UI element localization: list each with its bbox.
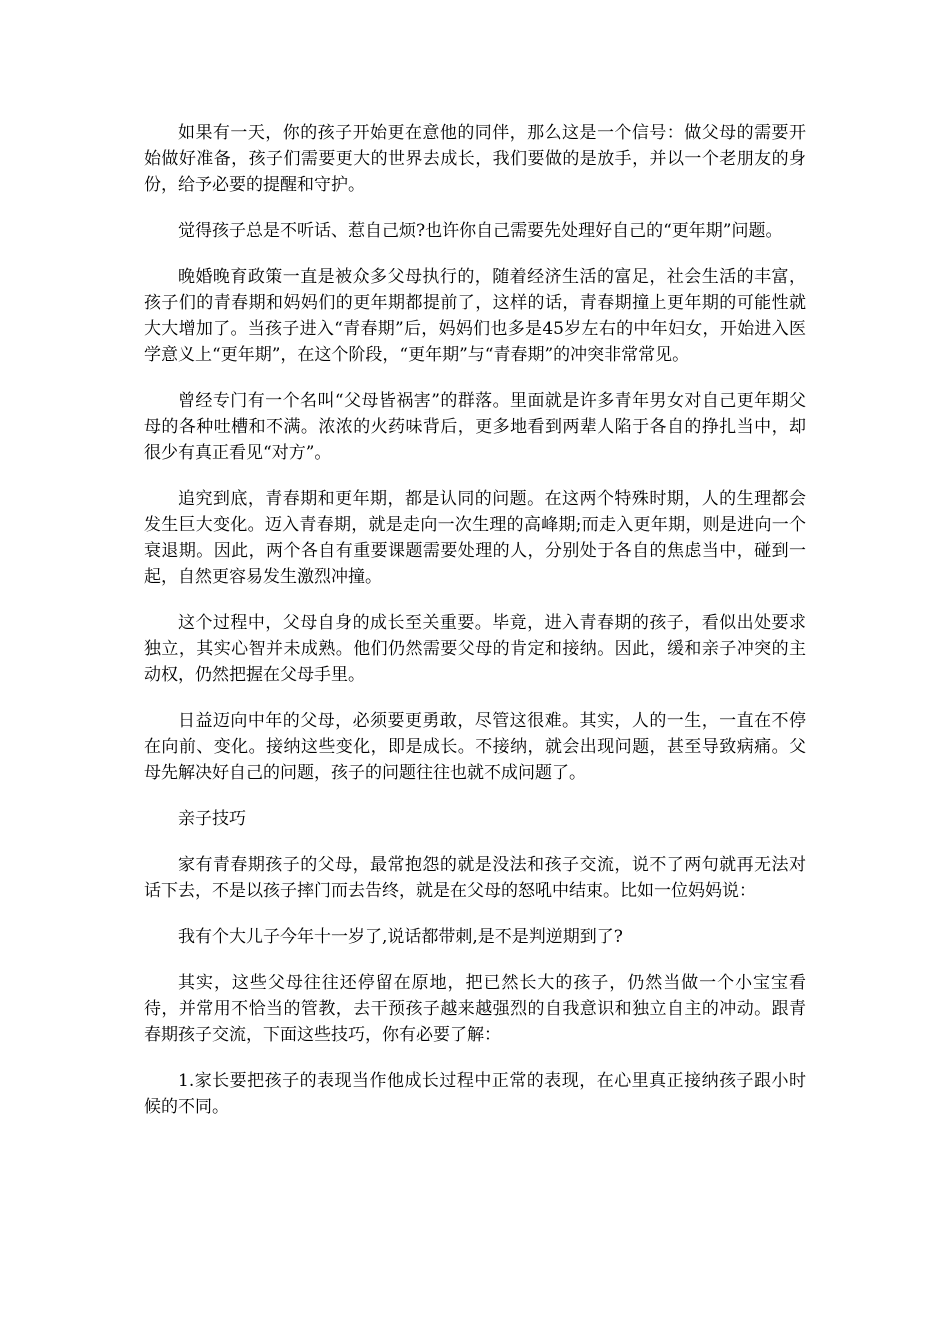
paragraph-signal-of-peers: 如果有一天，你的孩子开始更在意他的同伴，那么这是一个信号：做父母的需要开始做好准备，孩子们需要更大的世界去成长，我们要做的是放手，并以一个老朋友的身份，给予必要的提醒和守护。 — [144, 123, 806, 195]
section-heading-parenting-tips: 亲子技巧 — [178, 809, 246, 829]
paragraph-late-marriage-policy: 晚婚晚育政策一直是被众多父母执行的，随着经济生活的富足，社会生活的丰富，孩子们的青春期和妈妈们的更年期都提前了，这样的话，青春期撞上更年期的可能性就大大增加了。当孩子进入“青春期”后，妈妈们也多是45岁左右的中年妇女，开始进入医学意义上“更年期”，在这个阶段，“更年期”与“青春期”的冲突非常常见。 — [144, 267, 806, 365]
paragraph-tip-1: 1.家长要把孩子的表现当作他成长过程中正常的表现，在心里真正接纳孩子跟小时候的不同。 — [144, 1071, 806, 1117]
paragraph-middle-age-courage: 日益迈向中年的父母，必须要更勇敢，尽管这很难。其实，人的一生，一直在不停在向前、变化。接纳这些变化，即是成长。不接纳，就会出现问题，甚至导致病痛。父母先解决好自己的问题，孩子的问题往往也就不成问题了。 — [144, 711, 806, 783]
paragraph-identity-problem: 追究到底，青春期和更年期，都是认同的问题。在这两个特殊时期，人的生理都会发生巨大变化。迈入青春期，就是走向一次生理的高峰期;而走入更年期，则是进向一个衰退期。因此，两个各自有重要课题需要处理的人，分别处于各自的焦虑当中，碰到一起，自然更容易发生激烈冲撞。 — [144, 489, 806, 587]
paragraph-parent-growth: 这个过程中，父母自身的成长至关重要。毕竟，进入青春期的孩子，看似出处要求独立，其实心智并未成熟。他们仍然需要父母的肯定和接纳。因此，缓和亲子冲突的主动权，仍然把握在父母手里。 — [144, 613, 806, 685]
paragraph-parents-stuck: 其实，这些父母往往还停留在原地，把已然长大的孩子，仍然当做一个小宝宝看待，并常用不恰当的管教，去干预孩子越来越强烈的自我意识和独立自主的冲动。跟青春期孩子交流，下面这些技巧，你有必要了解： — [144, 973, 806, 1045]
article-body — [144, 120, 806, 1140]
paragraph-menopause-question: 觉得孩子总是不听话、惹自己烦?也许你自己需要先处理好自己的“更年期”问题。 — [178, 221, 783, 241]
paragraph-communication-complaint: 家有青春期孩子的父母，最常抱怨的就是没法和孩子交流，说不了两句就再无法对话下去，不是以孩子摔门而去告终，就是在父母的怒吼中结束。比如一位妈妈说： — [144, 855, 806, 901]
paragraph-parents-group: 曾经专门有一个名叫“父母皆祸害”的群落。里面就是许多青年男女对自己更年期父母的各种吐槽和不满。浓浓的火药味背后，更多地看到两辈人陷于各自的挣扎当中，却很少有真正看见“对方”。 — [144, 391, 806, 463]
paragraph-mother-quote: 我有个大儿子今年十一岁了,说话都带刺,是不是判逆期到了? — [178, 927, 623, 947]
